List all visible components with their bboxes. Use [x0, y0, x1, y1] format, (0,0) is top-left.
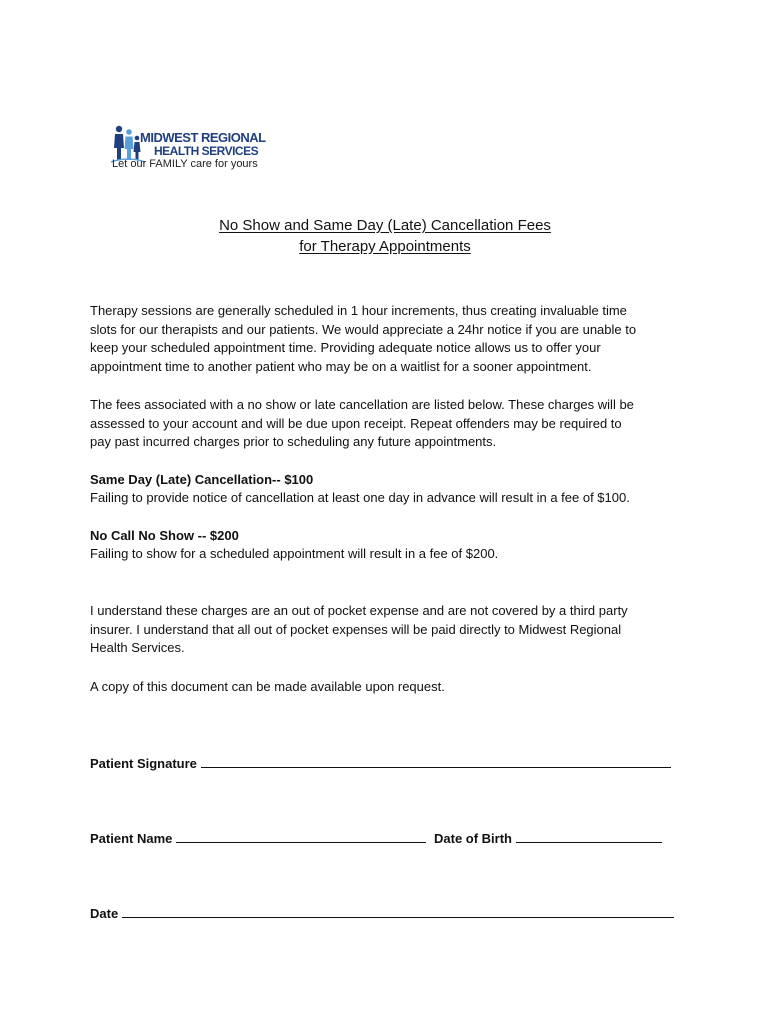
fees-paragraph: The fees associated with a no show or late cancellation are listed below. These charges will be assessed to your account and will be due upon receipt. Repeat offenders may be required to pay past incurred charges prior to scheduling any future appointments.	[90, 397, 634, 449]
logo-name-line1: MIDWEST REGIONAL	[140, 130, 266, 145]
date-row	[90, 905, 674, 921]
no-show-heading: No Call No Show -- $200	[90, 528, 239, 543]
signature-field[interactable]	[201, 755, 671, 768]
title-line2: for Therapy Appointments	[299, 238, 471, 255]
date-field[interactable]	[122, 905, 674, 918]
dob-label: Date of Birth	[434, 831, 512, 846]
no-show-text: Failing to show for a scheduled appointment will result in a fee of $200.	[90, 546, 499, 561]
late-cancellation-text: Failing to provide notice of cancellation at least one day in advance will result in a fee of $100.	[90, 490, 630, 505]
patient-name-field[interactable]	[176, 830, 426, 843]
logo-tagline: Let our FAMILY care for yours	[112, 158, 258, 170]
title-line1: No Show and Same Day (Late) Cancellation Fees	[219, 217, 551, 234]
date-label: Date	[90, 906, 119, 921]
document-title	[0, 215, 770, 257]
name-dob-row	[90, 830, 662, 846]
copy-notice: A copy of this document can be made available upon request.	[90, 679, 445, 694]
dob-field[interactable]	[516, 830, 662, 843]
signature-label: Patient Signature	[90, 756, 197, 771]
logo-name-line2: HEALTH SERVICES	[154, 144, 259, 158]
intro-paragraph: Therapy sessions are generally scheduled in 1 hour increments, thus creating invaluable time slots for our therapists and our patients. We would appreciate a 24hr notice if you are unable to keep your scheduled appointment time. Providing adequate notice allows us to offer your appointment time to another patient who may be on a waitlist for a sooner appointment.	[90, 303, 637, 374]
company-logo	[110, 124, 285, 174]
patient-name-label: Patient Name	[90, 831, 173, 846]
understanding-paragraph: I understand these charges are an out of pocket expense and are not covered by a third party insurer. I understand that all out of pocket expenses will be paid directly to Midwest Regional Health Services.	[90, 603, 628, 655]
late-cancellation-heading: Same Day (Late) Cancellation-- $100	[90, 472, 314, 487]
signature-row	[90, 755, 671, 771]
